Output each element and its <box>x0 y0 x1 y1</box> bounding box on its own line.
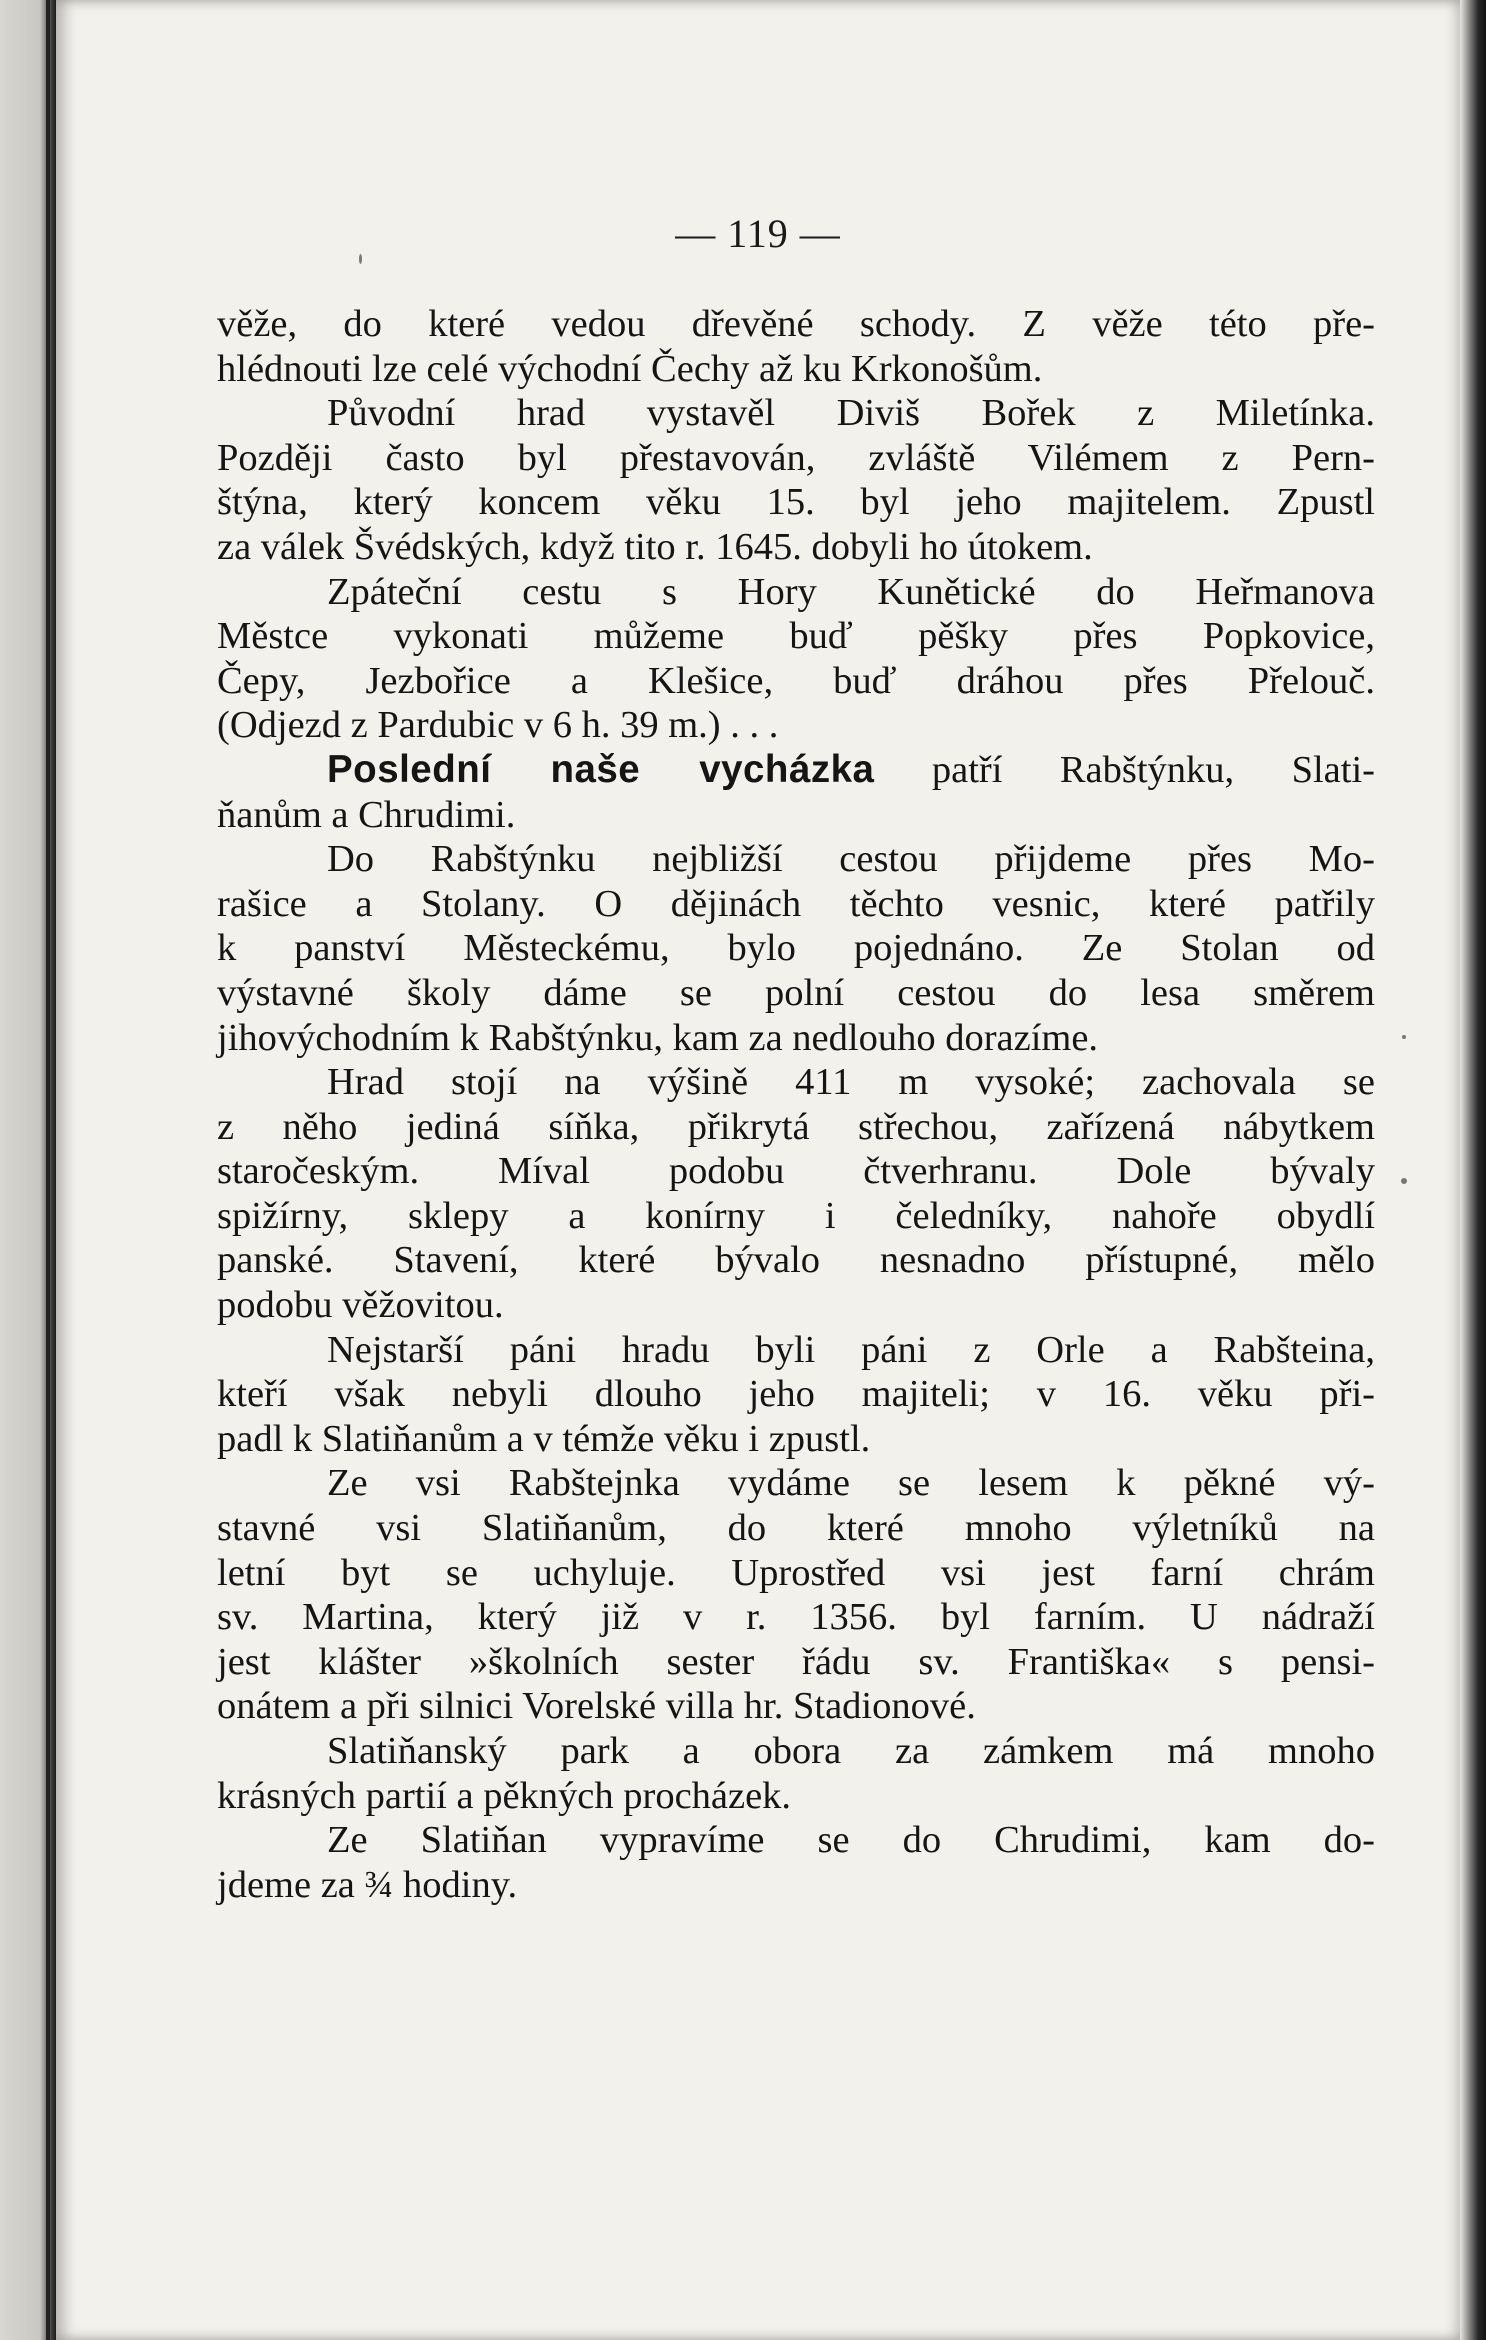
text-line: letní byt se uchyluje. Uprostřed vsi jest farní chrám <box>217 1551 1375 1594</box>
text-line: hlédnouti lze celé východní Čechy až ku Krkonošům. <box>217 347 1043 390</box>
text-line: podobu věžovitou. <box>217 1284 504 1327</box>
text-line: panské. Stavení, které bývalo nesnadno přístupné, mělo <box>217 1239 1375 1282</box>
text-line: štýna, který koncem věku 15. byl jeho majitelem. Zpustl <box>217 481 1375 524</box>
paragraph <box>217 1461 1375 1729</box>
text-line: ňanům a Chrudimi. <box>217 793 516 836</box>
text-line: kteří však nebyli dlouho jeho majiteli; v 16. věku při- <box>217 1373 1375 1416</box>
text-line: Čepy, Jezbořice a Klešice, buď dráhou přes Přelouč. <box>217 659 1375 702</box>
text-line: Městce vykonati můžeme buď pěšky přes Popkovice, <box>217 615 1375 658</box>
book-page <box>56 0 1460 2340</box>
text-line: stavné vsi Slatiňanům, do které mnoho výletníků na <box>217 1507 1375 1550</box>
text-line: sv. Martina, který již v r. 1356. byl farním. U nádraží <box>217 1596 1375 1639</box>
text-line: Poslední naše vycházka patří Rabštýnku, Slati- <box>327 747 1375 791</box>
text-line: Nejstarší páni hradu byli páni z Orle a Rabšteina, <box>327 1328 1375 1371</box>
paper-speck <box>1402 1035 1406 1039</box>
text-line: onátem a při silnici Vorelské villa hr. Stadionové. <box>217 1685 976 1728</box>
bold-lead-text: Poslední naše vycházka <box>327 747 875 791</box>
paragraph <box>217 748 1375 837</box>
paragraph <box>217 570 1375 748</box>
paragraph <box>217 837 1375 1060</box>
book-edge-right <box>1460 0 1486 2340</box>
text-line: rašice a Stolany. O dějinách těchto vesnic, které patřily <box>217 882 1375 925</box>
text-line: staročeským. Míval podobu čtverhranu. Dole bývaly <box>217 1150 1375 1193</box>
text-line: Slatiňanský park a obora za zámkem má mnoho <box>327 1730 1375 1772</box>
text-line: Později často byl přestavován, zvláště Vilémem z Pern- <box>217 436 1375 479</box>
paragraph <box>217 1729 1375 1818</box>
text-line: jihovýchodním k Rabštýnku, kam za nedlouho dorazíme. <box>217 1016 1099 1059</box>
paragraph <box>217 1328 1375 1462</box>
text-line: Ze Slatiňan vypravíme se do Chrudimi, kam do- <box>327 1819 1375 1862</box>
text-line: spižírny, sklepy a konírny i čeledníky, nahoře obydlí <box>217 1194 1375 1237</box>
paper-speck <box>1401 1178 1407 1184</box>
text-line: Původní hrad vystavěl Diviš Bořek z Miletínka. <box>327 392 1375 435</box>
paragraph <box>217 1818 1375 1907</box>
text-line: Do Rabštýnku nejbližší cestou přijdeme přes Mo- <box>327 838 1375 881</box>
page-number: — 119 — <box>675 211 841 256</box>
text-line: Hrad stojí na výšině 411 m vysoké; zachovala se <box>327 1061 1375 1104</box>
text-line: za válek Švédských, když tito r. 1645. dobyli ho útokem. <box>217 525 1093 568</box>
text-line: padl k Slatiňanům a v témže věku i zpustl. <box>217 1417 871 1460</box>
gutter-rule <box>46 0 50 2340</box>
paper-speck <box>359 254 362 264</box>
text-line: jest klášter »školních sester řádu sv. Františka« s pensi- <box>217 1640 1375 1683</box>
text-line: (Odjezd z Pardubic v 6 h. 39 m.) . . . <box>217 704 779 747</box>
text-line: věže, do které vedou dřevěné schody. Z věže této pře- <box>217 303 1375 345</box>
paragraph <box>217 1060 1375 1328</box>
text-line: z něho jediná síňka, přikrytá střechou, zařízená nábytkem <box>217 1105 1375 1148</box>
page-text <box>217 302 1375 1907</box>
text-line: Zpáteční cestu s Hory Kunětické do Heřmanova <box>327 570 1375 613</box>
text-line: krásných partií a pěkných procházek. <box>217 1774 792 1817</box>
book-gutter-left <box>0 0 56 2340</box>
paragraph <box>217 302 1375 391</box>
text-line: k panství Městeckému, bylo pojednáno. Ze Stolan od <box>217 927 1375 970</box>
text-line: jdeme za ¾ hodiny. <box>217 1863 518 1906</box>
paragraph <box>217 391 1375 569</box>
text-line: Ze vsi Rabštejnka vydáme se lesem k pěkné vý- <box>327 1462 1375 1505</box>
text-line: výstavné školy dáme se polní cestou do lesa směrem <box>217 971 1375 1014</box>
